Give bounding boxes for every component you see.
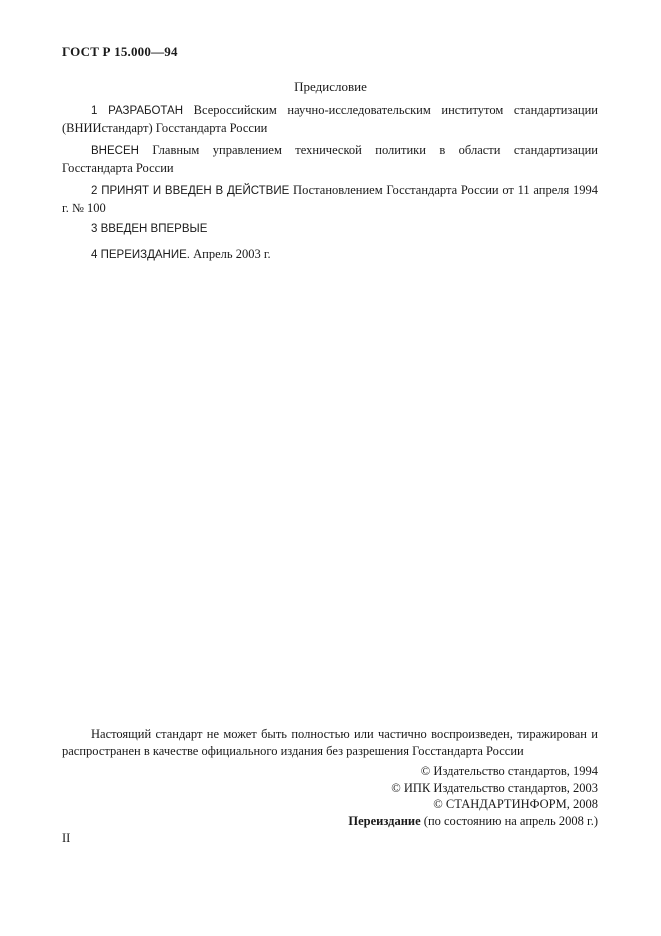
- preface-item-text: Апрель 2003 г.: [189, 247, 271, 261]
- preface-item-lead: 1 РАЗРАБОТАН: [91, 105, 184, 117]
- copyright-line: © Издательство стандартов, 1994: [420, 764, 598, 778]
- preface-item-lead: 2 ПРИНЯТ И ВВЕДЕН В ДЕЙСТВИЕ: [91, 185, 290, 197]
- preface-item-first-introduced: [62, 220, 598, 238]
- preface-item-lead: 3 ВВЕДЕН ВПЕРВЫЕ: [91, 223, 208, 235]
- preface-item-text: Всероссийским научно-исследовательским институтом стандартизации (ВНИИстандарт) Госстандарта России: [62, 103, 598, 135]
- preface-item-reissue: [62, 246, 598, 264]
- preface-item-adopted: [62, 182, 598, 217]
- preface-item-text: Постановлением Госстандарта России от 11 апреля 1994 г. № 100: [62, 183, 599, 215]
- copyright-block: [348, 763, 598, 829]
- document-code: ГОСТ Р 15.000—94: [62, 44, 178, 59]
- page-number: II: [62, 831, 71, 845]
- preface-item-developed: [62, 102, 598, 137]
- copyright-line: © СТАНДАРТИНФОРМ, 2008: [433, 797, 598, 811]
- reproduction-notice: Настоящий стандарт не может быть полностью или частично воспроизведен, тиражирован и распространен в качестве официального издания без разрешения Госстандарта России: [62, 727, 598, 758]
- preface-item-introduced: [62, 142, 598, 177]
- preface-title: Предисловие: [294, 79, 367, 94]
- preface-item-lead: 4 ПЕРЕИЗДАНИЕ.: [91, 249, 190, 261]
- reissue-label: Переиздание: [348, 813, 421, 828]
- reissue-text: (по состоянию на апрель 2008 г.): [420, 813, 598, 828]
- reissue-line: [348, 813, 598, 830]
- preface-item-text: Главным управлением технической политики в области стандартизации Госстандарта России: [62, 143, 598, 175]
- preface-item-lead: ВНЕСЕН: [91, 145, 139, 157]
- copyright-line: © ИПК Издательство стандартов, 2003: [391, 780, 598, 795]
